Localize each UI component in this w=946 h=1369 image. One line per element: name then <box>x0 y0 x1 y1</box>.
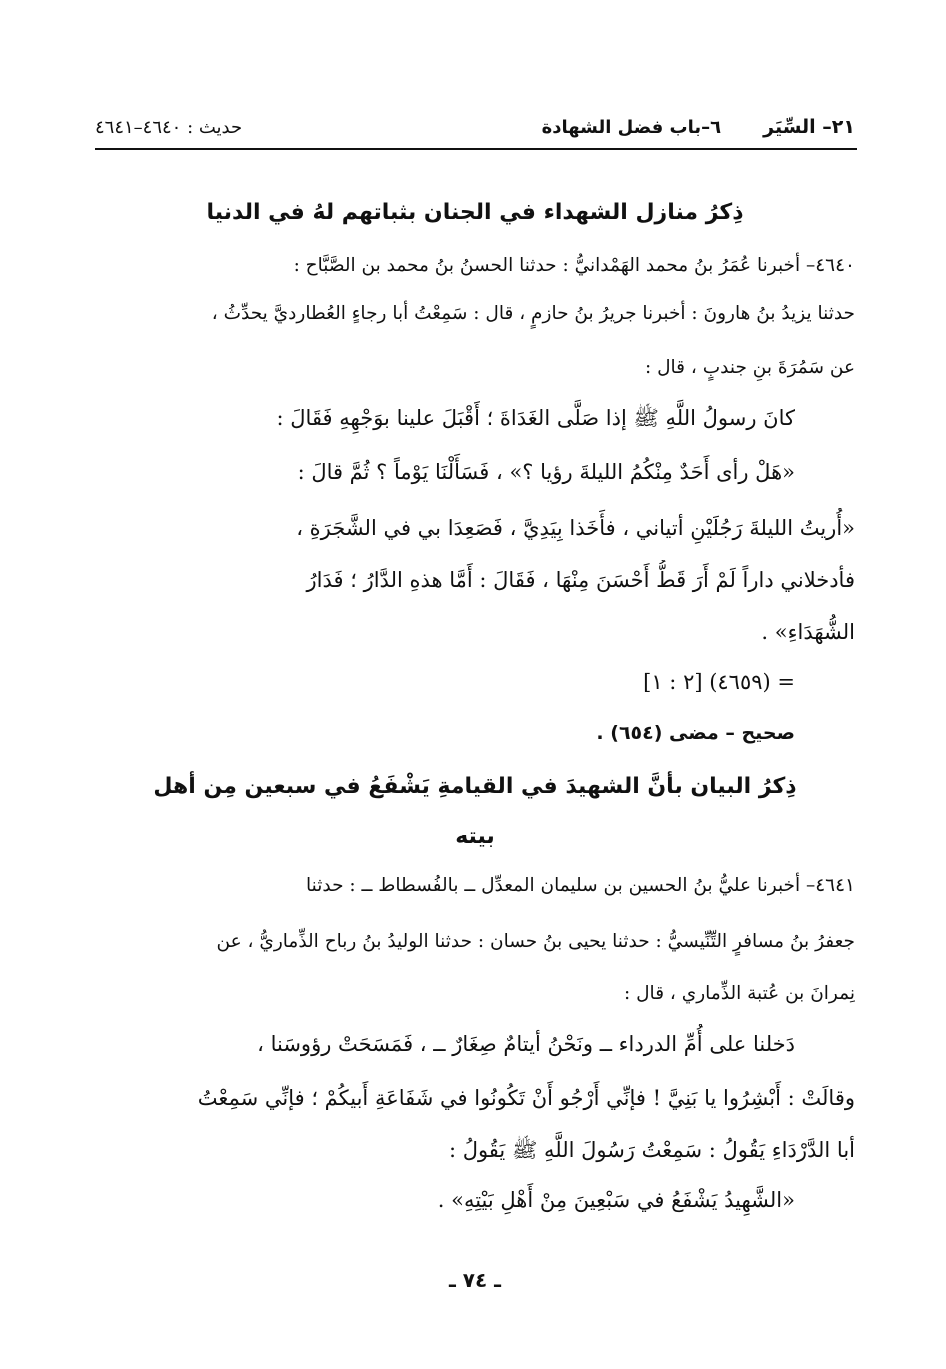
running-header <box>95 112 855 142</box>
isnad-line: جعفرُ بنُ مسافرٍ التِّنِّيسيُّ : حدثنا يحيى بنُ حسان : حدثنا الوليدُ بنُ رباح الذِّماريُّ ، عن <box>216 931 855 952</box>
matn-line: الشُّهَدَاءِ» . <box>761 620 855 644</box>
matn-line: «أُريتُ الليلةَ رَجُلَيْنِ أتياني ، فأَخَذا بِيَدِيَّ ، فَصَعِدَا بي في الشَّجَرَةِ ، <box>296 516 855 540</box>
section-heading: ذِكرُ منازل الشهداء في الجنان بثباتهم لهُ في الدنيا <box>206 200 744 225</box>
section-heading-continuation: بيته <box>455 824 495 849</box>
isnad-line: نِمرانَ بن عُتبة الذِّماري ، قال : <box>624 983 855 1004</box>
isnad-line: ٤٦٤٠– أخبرنا عُمَرُ بنُ محمد الهَمْدانيُّ : حدثنا الحسنُ بنُ محمد بن الصَّبَّاح : <box>293 255 855 276</box>
page-number: ـ ٧٤ ـ <box>448 1268 502 1292</box>
matn-line: فأدخلاني داراً لَمْ أَرَ قَطُّ أَحْسَنَ مِنْهَا ، فَقَالَ : أَمَّا هذهِ الدَّارُ ؛ فَدَارُ <box>306 568 855 592</box>
matn-line: أبا الدَّرْدَاءِ يَقُولُ : سَمِعْتُ رَسُولَ اللَّهِ ﷺ يَقُولُ : <box>448 1138 855 1162</box>
matn-line: وقالَتْ : أَبْشِرُوا يا بَنِيَّ ! فإنِّي أَرْجُو أَنْ تَكُونُوا في شَفَاعَةِ أَبيكُمْ ؛ فإنِّي سَمِعْتُ <box>197 1086 855 1110</box>
header-divider <box>95 148 857 150</box>
isnad-line: حدثنا يزيدُ بنُ هارونَ : أخبرنا جريرُ بنُ حازمٍ ، قال : سَمِعْتُ أبا رجاءٍ العُطارديَّ يحدِّثُ ، <box>211 303 855 324</box>
matn-line: «هَلْ رأى أَحَدٌ مِنْكُمُ الليلةَ رؤيا ؟» ، فَسَأَلْنَا يَوْماً ؟ ثُمَّ قالَ : <box>297 460 795 484</box>
cross-reference: = (٤٦٥٩) [٢ : ١] <box>643 670 795 694</box>
matn-line: كانَ رسولُ اللَّهِ ﷺ إذا صَلَّى الغَدَاةَ ؛ أَقْبَلَ علينا بوَجْهِهِ فَقَالَ : <box>276 406 795 430</box>
section-heading: ذِكرُ البيان بأنَّ الشهيدَ في القيامةِ يَشْفَعُ في سبعين مِن أهل <box>153 774 797 799</box>
matn-line: «الشَّهِيدُ يَشْفَعُ في سَبْعِينَ مِنْ أَهْلِ بَيْتِهِ» . <box>437 1188 795 1212</box>
book-title: ٢١– السِّيَر <box>763 116 855 138</box>
chapter-title: ٦–باب فضل الشهادة <box>541 116 722 138</box>
isnad-line: عن سَمُرَةَ بنِ جندبٍ ، قال : <box>644 357 855 378</box>
hadith-range: حديث : ٤٦٤٠–٤٦٤١ <box>95 116 243 138</box>
isnad-line: ٤٦٤١– أخبرنا عليُّ بنُ الحسين بن سليمان المعدِّل ــ بالفُسطاط ــ : حدثنا <box>306 875 855 896</box>
grading-note: صحيح – مضى (٦٥٤) . <box>596 722 795 744</box>
matn-line: دَخلنا على أُمِّ الدرداء ــ ونَحْنُ أيتامٌ صِغَارٌ ــ ، فَمَسَحَتْ رؤوسَنا ، <box>257 1032 795 1056</box>
